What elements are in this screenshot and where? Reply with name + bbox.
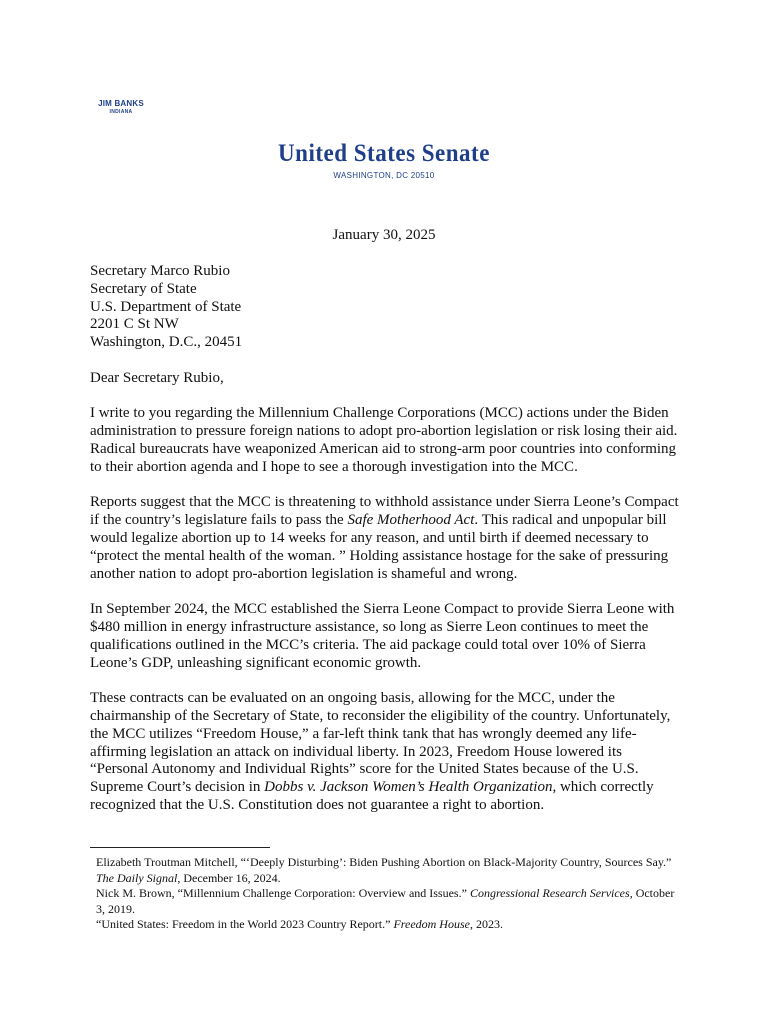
salutation: Dear Secretary Rubio, — [90, 369, 224, 386]
paragraph-text: These contracts can be evaluated on an ongoing basis, allowing for the MCC, under the chairmanship of the Secretary of State, to reconsider the eligibility of the country. Unfortunately, the MCC utilizes “Freedom House,” a far-left think tank that has wrongly deemed any life-affirming legislation an attack on individual liberty. In 2023, Freedom House lowered its “Personal Autonomy and Individual Rights” score for the United States because of the U.S. Supreme Court’s decision in — [90, 690, 671, 796]
footnote-text: Elizabeth Troutman Mitchell, “‘Deeply Disturbing’: Biden Pushing Abortion on Black-Majority Country, Sources Say.” — [96, 855, 672, 869]
footnote-text: , October 3, 2019. — [96, 886, 675, 916]
letterhead-city: WASHINGTON, DC 20510 — [333, 171, 435, 180]
bill-title: Safe Motherhood Act — [347, 512, 475, 529]
paragraph-4 — [90, 690, 682, 815]
paragraph-3: In September 2024, the MCC established the Sierra Leone Compact to provide Sierra Leone with $480 million in energy infrastructure assistance, so long as Sierre Leon continues to meet the qualifications outlined in the MCC’s criteria. The aid package could total over 10% of Sierra Leone’s GDP, unleashing significant economic growth. — [90, 601, 675, 671]
footnote-source: Congressional Research Services — [469, 886, 630, 900]
footnote-divider — [90, 847, 270, 848]
case-title: Dobbs v. Jackson Women’s Health Organization — [264, 779, 553, 796]
letter-body — [90, 263, 682, 833]
paragraph-text: , which correctly recognized that the U.S. Constitution does not guarantee a right to abortion. — [90, 779, 654, 813]
sender-block — [91, 99, 151, 115]
recipient-line: Washington, D.C., 20451 — [90, 334, 243, 351]
recipient-line: U.S. Department of State — [90, 298, 242, 315]
footnote-3 — [90, 917, 682, 933]
footnote-text: , 2023. — [469, 917, 503, 931]
paragraph-1: I write to you regarding the Millennium Challenge Corporations (MCC) actions under the Biden administration to pressure foreign nations to adopt pro-abortion legislation or risk losing their aid. Radical bureaucrats have weaponized American aid to strong-arm poor countries into conforming to their abortion agenda and I hope to see a thorough investigation into the MCC. — [90, 405, 678, 475]
footnote-source: The Daily Signal — [96, 870, 178, 885]
footnote-2 — [90, 886, 682, 917]
recipient-line: Secretary Marco Rubio — [90, 263, 230, 279]
paragraph-text: Reports suggest that the MCC is threatening to withhold assistance under Sierra Leone’s Compact if the country’s legislature fails to pass the — [90, 494, 679, 529]
footnote-text: “United States: Freedom in the World 2023 Country Report.” — [96, 917, 394, 931]
recipient-address — [90, 263, 682, 352]
footnote-source: Freedom House — [393, 917, 470, 931]
footnote-text: Nick M. Brown, “Millennium Challenge Corporation: Overview and Issues.” — [96, 886, 470, 900]
footnote-text: , December 16, 2024. — [177, 870, 281, 885]
paragraph-text: . This radical and unpopular bill would legalize abortion up to 14 weeks for any reason, and until birth if deemed necessary to “protect the mental health of the woman. ” Holding assistance hostage for the sake of pressuring another nation to adopt pro-abortion legislation is shameful and wrong. — [90, 512, 669, 582]
sender-state: INDIANA — [109, 109, 133, 115]
footnote-1 — [90, 855, 682, 886]
sender-name: JIM BANKS — [98, 99, 144, 108]
footnotes — [90, 855, 682, 933]
letter-date: January 30, 2025 — [332, 227, 436, 243]
paragraph-2 — [90, 494, 682, 583]
letterhead — [0, 140, 768, 180]
recipient-line: Secretary of State — [90, 280, 197, 297]
recipient-line: 2201 C St NW — [90, 316, 179, 333]
letterhead-title: United States Senate — [278, 138, 490, 167]
